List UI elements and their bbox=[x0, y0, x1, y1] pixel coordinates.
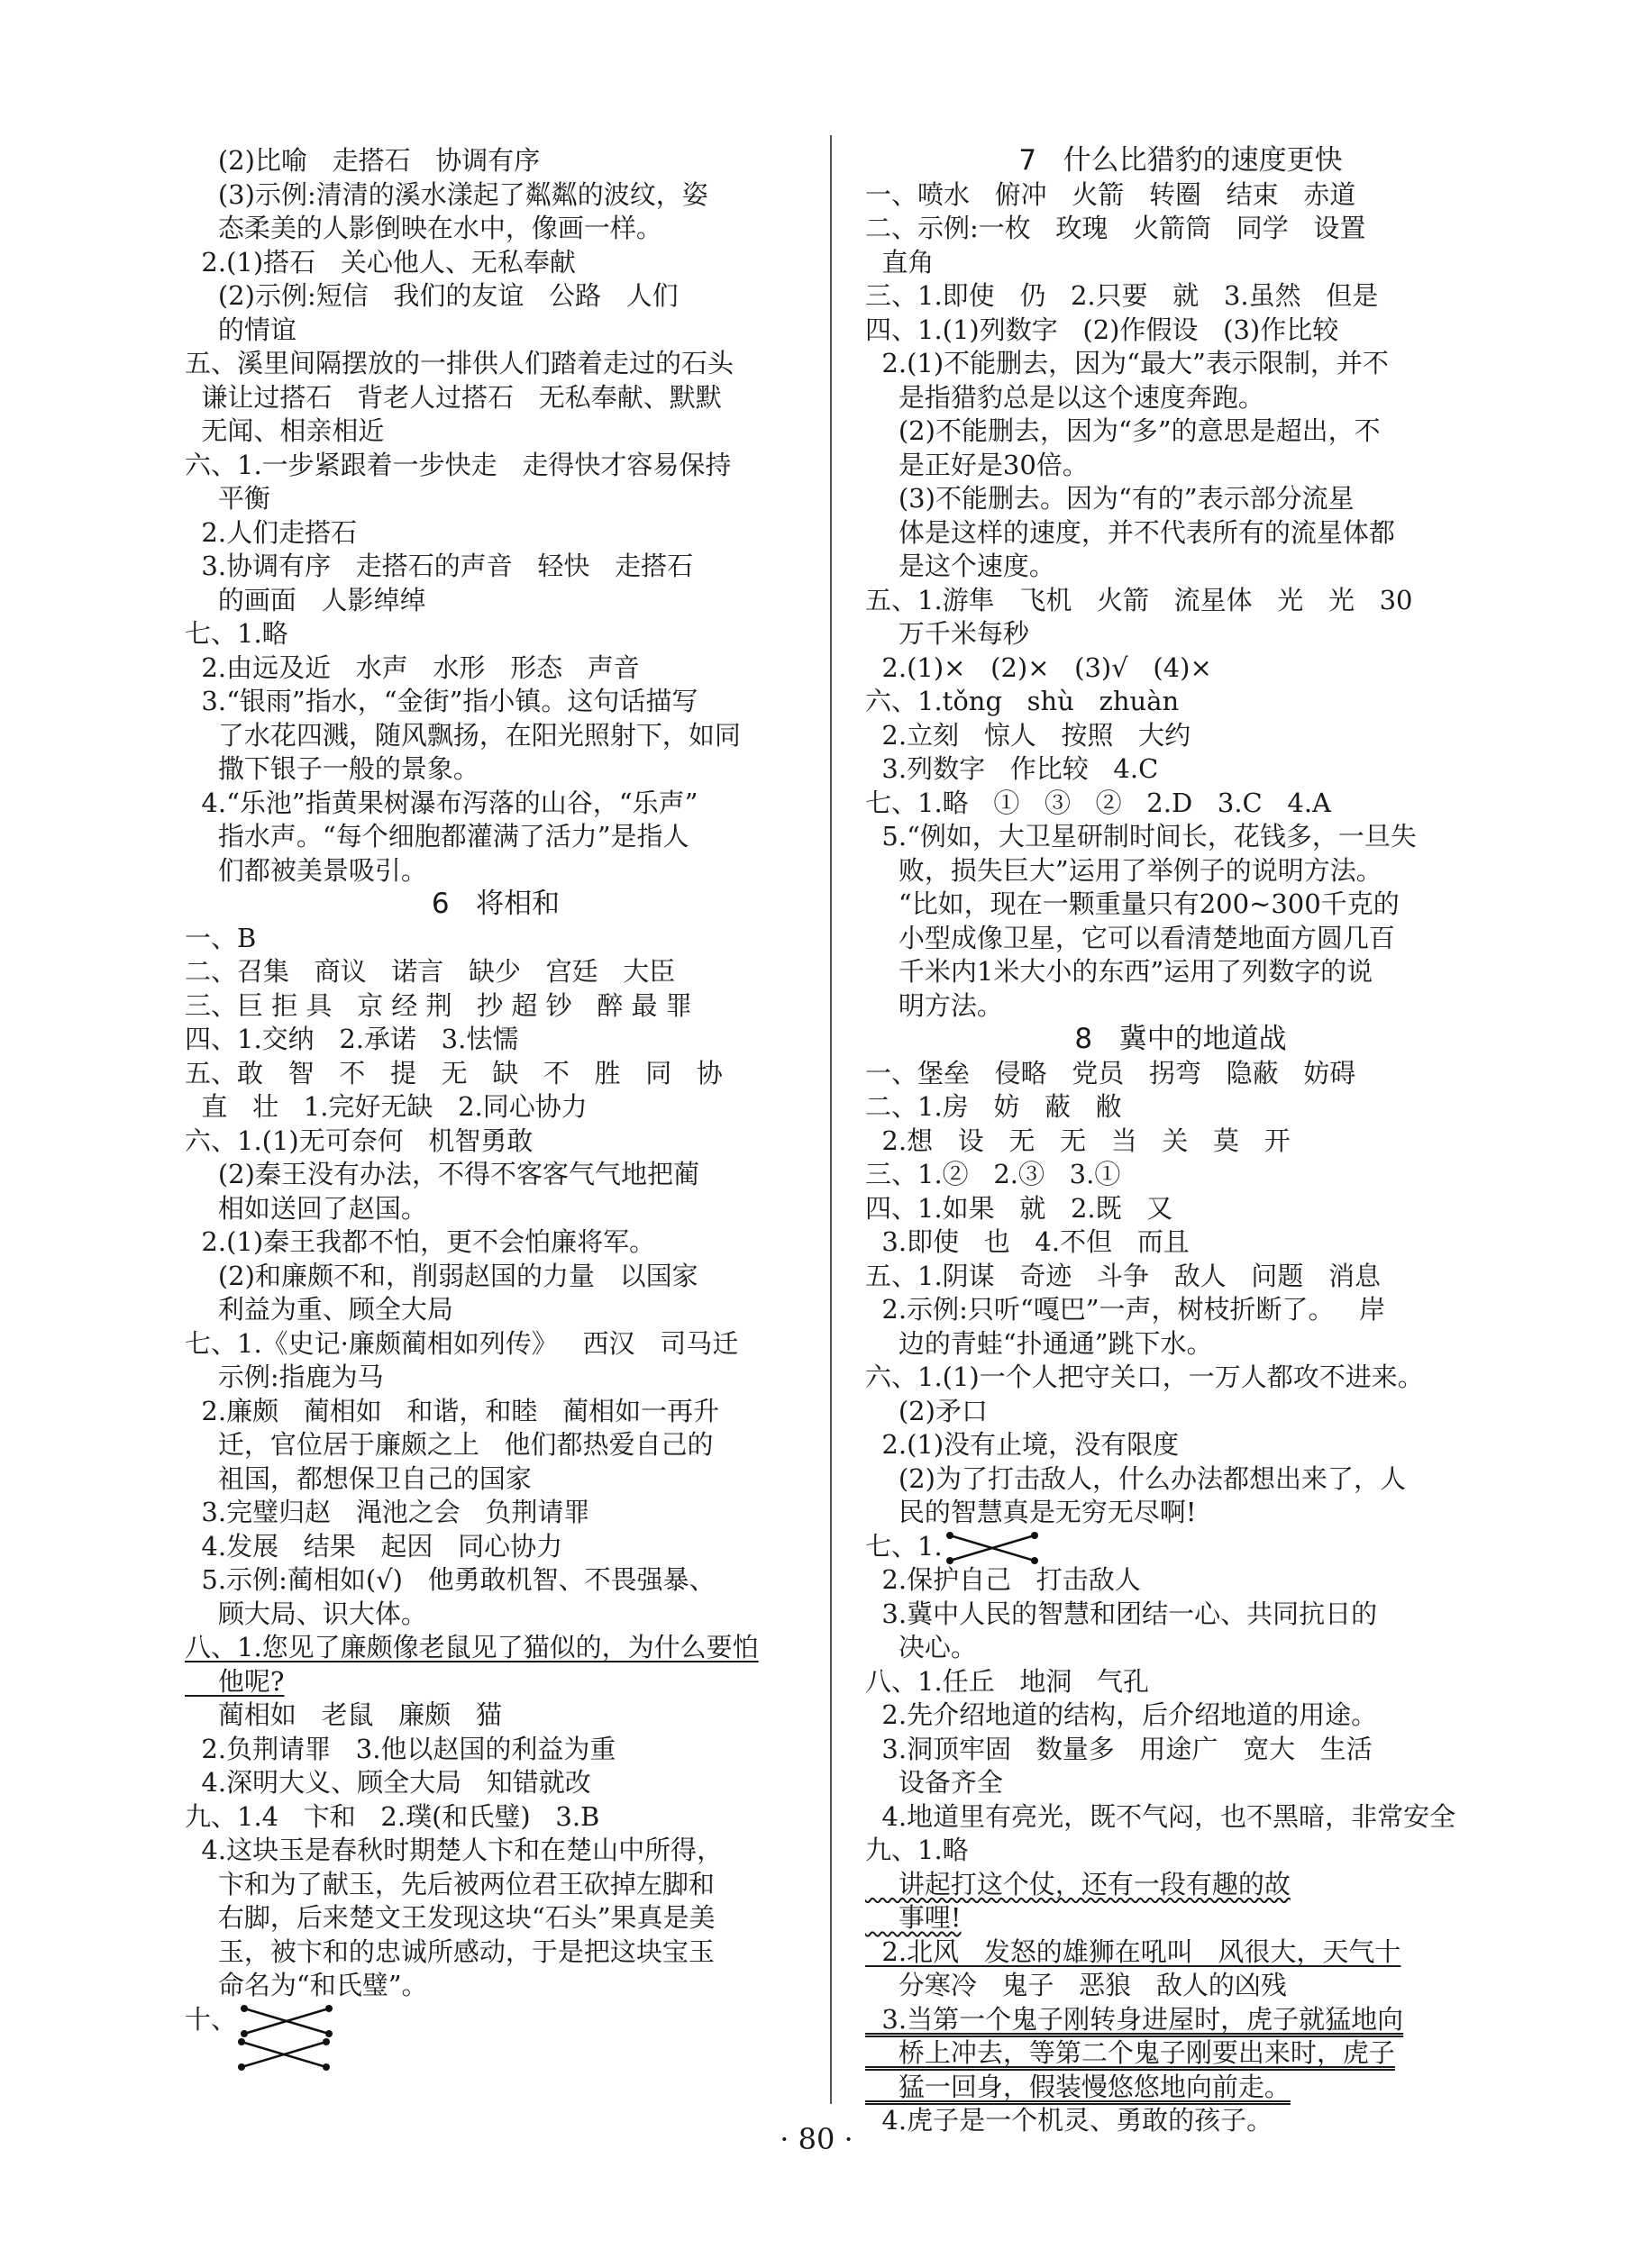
line-text: 指水声。“每个细胞都灌满了活力”是指人 bbox=[185, 821, 689, 852]
line-text: 二、1.房 妨 蔽 敝 bbox=[865, 1091, 1122, 1122]
left-line-3 bbox=[185, 246, 807, 280]
right-line-4 bbox=[865, 279, 1496, 314]
right-line-41 bbox=[865, 1530, 1496, 1564]
line-text: 二、召集 商议 诺言 缺少 宫廷 大臣 bbox=[185, 956, 676, 987]
right-line-36 bbox=[865, 1361, 1496, 1395]
line-text: 边的青蛙“扑通通”跳下水。 bbox=[865, 1327, 1213, 1359]
line-text: (2)比喻 走搭石 协调有序 bbox=[185, 145, 541, 176]
line-text: 2.想 设 无 无 当 关 莫 开 bbox=[865, 1125, 1291, 1156]
right-line-43 bbox=[865, 1598, 1496, 1632]
line-text: 4.虎子是一个机灵、勇敢的孩子。 bbox=[865, 2105, 1273, 2136]
left-line-12 bbox=[185, 550, 807, 584]
line-text: 撒下银子一般的景象。 bbox=[185, 753, 479, 784]
left-line-0 bbox=[185, 144, 807, 178]
line-text: 态柔美的人影倒映在水中，像画一样。 bbox=[185, 213, 662, 243]
line-text: 蔺相如 老鼠 廉颇 猫 bbox=[185, 1699, 502, 1730]
line-text: 六、1.一步紧跟着一步快走 走得快才容易保持 bbox=[185, 449, 732, 480]
right-line-9 bbox=[865, 449, 1496, 483]
left-line-51 bbox=[185, 1868, 807, 1902]
right-line-6 bbox=[865, 347, 1496, 381]
line-text: 七、1.略 ① ③ ② 2.D 3.C 4.A bbox=[865, 787, 1331, 818]
left-line-42 bbox=[185, 1563, 807, 1598]
right-line-3 bbox=[865, 246, 1496, 280]
line-text: 示例:指鹿为马 bbox=[185, 1362, 384, 1392]
right-line-54 bbox=[865, 1969, 1496, 2003]
line-text: 他呢? bbox=[185, 1665, 285, 1697]
line-text: 八、1.任丘 地洞 气孔 bbox=[865, 1665, 1149, 1697]
line-text: 2.示例:只听“嘎巴”一声，树枝折断了。 岸 bbox=[865, 1294, 1386, 1325]
left-line-13 bbox=[185, 584, 807, 618]
left-line-34 bbox=[185, 1293, 807, 1327]
left-line-1 bbox=[185, 178, 807, 213]
left-line-19 bbox=[185, 787, 807, 821]
left-column bbox=[185, 144, 807, 2090]
line-text: (2)示例:短信 我们的友谊 公路 人们 bbox=[185, 280, 679, 311]
line-text: 4.这块玉是春秋时期楚人卞和在楚山中所得， bbox=[185, 1835, 724, 1865]
line-text: (3)示例:清清的溪水漾起了粼粼的波纹，姿 bbox=[185, 178, 708, 210]
right-line-35 bbox=[865, 1327, 1496, 1362]
right-line-24 bbox=[865, 955, 1496, 989]
left-line-6 bbox=[185, 347, 807, 381]
line-text: 7 什么比猎豹的速度更快 bbox=[1018, 144, 1343, 177]
line-text: 2.北风 发怒的雄狮在吼叫 风很大，天气十 bbox=[865, 1936, 1401, 1967]
line-text: (2)和廉颇不和，削弱赵国的力量 以国家 bbox=[185, 1260, 698, 1291]
matching-cross-icon bbox=[234, 2036, 333, 2072]
section-title bbox=[865, 1023, 1496, 1057]
line-text: 玉，被卞和的忠诚所感动，于是把这块宝玉 bbox=[185, 1936, 715, 1967]
line-text: 是这个速度。 bbox=[865, 551, 1055, 581]
line-text: 七、1.《史记·廉颇蔺相如列传》 西汉 司马迁 bbox=[185, 1327, 739, 1359]
line-text: 七、1.略 bbox=[185, 618, 288, 649]
left-line-48 bbox=[185, 1766, 807, 1800]
right-line-12 bbox=[865, 550, 1496, 584]
line-text: 迁，官位居于廉颇之上 他们都热爱自己的 bbox=[185, 1429, 714, 1460]
left-line-23 bbox=[185, 922, 807, 956]
left-line-37 bbox=[185, 1395, 807, 1429]
line-text: 6 将相和 bbox=[431, 888, 561, 920]
left-line-8 bbox=[185, 414, 807, 449]
left-line-17 bbox=[185, 719, 807, 753]
left-line-41 bbox=[185, 1530, 807, 1564]
left-line-47 bbox=[185, 1733, 807, 1767]
left-line-25 bbox=[185, 989, 807, 1024]
line-text: 3.当第一个鬼子刚转身进屋时，虎子就猛地向 bbox=[865, 2003, 1404, 2035]
left-line-43 bbox=[185, 1598, 807, 1632]
left-line-21 bbox=[185, 854, 807, 888]
line-text: 直角 bbox=[865, 246, 935, 278]
left-line-2 bbox=[185, 212, 807, 246]
right-line-53 bbox=[865, 1936, 1496, 1970]
line-text: 三、巨 拒 具 京 经 荆 抄 超 钞 醉 最 罪 bbox=[185, 989, 692, 1021]
line-text: 六、1.(1)一个人把守关口，一万人都攻不进来。 bbox=[865, 1362, 1424, 1392]
line-text: 一、B bbox=[185, 922, 257, 953]
line-text: 谦让过搭石 背老人过搭石 无私奉献、默默 bbox=[185, 381, 722, 413]
line-text: 一、喷水 俯冲 火箭 转圈 结束 赤道 bbox=[865, 178, 1356, 210]
matching-cross-icon bbox=[237, 2003, 336, 2039]
line-text: 2.(1)× (2)× (3)√ (4)× bbox=[865, 651, 1212, 683]
right-line-10 bbox=[865, 482, 1496, 516]
line-text: 讲起打这个仗，还有一段有趣的故 bbox=[865, 1868, 1291, 1899]
line-text: 相如送回了赵国。 bbox=[185, 1192, 427, 1224]
left-line-33 bbox=[185, 1260, 807, 1294]
right-line-39 bbox=[865, 1462, 1496, 1497]
right-column bbox=[865, 144, 1496, 2138]
line-text: 直 壮 1.完好无缺 2.同心协力 bbox=[185, 1091, 588, 1122]
line-text: 二、示例:一枚 玫瑰 火箭筒 同学 设置 bbox=[865, 213, 1366, 243]
right-line-34 bbox=[865, 1293, 1496, 1327]
line-text: 3.“银雨”指水，“金街”指小镇。这句话描写 bbox=[185, 686, 698, 716]
line-text: 2.人们走搭石 bbox=[185, 516, 358, 548]
right-line-31 bbox=[865, 1192, 1496, 1226]
line-text: 4.地道里有亮光，既不气闷，也不黑暗，非常安全 bbox=[865, 1800, 1456, 1832]
line-text: 六、1.tǒng shù zhuàn bbox=[865, 686, 1180, 716]
line-text: 是正好是30倍。 bbox=[865, 449, 1089, 480]
left-line-5 bbox=[185, 314, 807, 348]
line-text: 5.“例如，大卫星研制时间长，花钱多，一旦失 bbox=[865, 821, 1417, 852]
line-text: 决心。 bbox=[865, 1632, 977, 1662]
line-text: 4.发展 结果 起因 同心协力 bbox=[185, 1530, 563, 1562]
left-line-29 bbox=[185, 1125, 807, 1159]
line-text: 5.示例:蔺相如(√) 他勇敢机智、不畏强暴、 bbox=[185, 1564, 716, 1595]
right-line-17 bbox=[865, 719, 1496, 753]
line-text: 命名为“和氏璧”。 bbox=[185, 1970, 428, 2000]
right-line-33 bbox=[865, 1260, 1496, 1294]
line-text: 猛一回身，假装慢悠悠地向前走。 bbox=[865, 2071, 1291, 2102]
line-text: 2.由远及近 水声 水形 形态 声音 bbox=[185, 651, 640, 683]
line-text: 3.协调有序 走搭石的声音 轻快 走搭石 bbox=[185, 551, 694, 581]
line-text: 无闻、相亲相近 bbox=[185, 415, 385, 446]
right-line-21 bbox=[865, 854, 1496, 888]
line-text: 设备齐全 bbox=[865, 1767, 1003, 1798]
right-line-22 bbox=[865, 888, 1496, 922]
right-line-44 bbox=[865, 1631, 1496, 1665]
page-number: · 80 · bbox=[780, 2122, 853, 2156]
left-line-54 bbox=[185, 1969, 807, 2003]
line-text: (2)不能删去，因为“多”的意思是超出，不 bbox=[865, 415, 1381, 446]
line-text: 六、1.(1)无可奈何 机智勇敢 bbox=[185, 1125, 534, 1156]
left-line-15 bbox=[185, 651, 807, 686]
line-text: 是指猎豹总是以这个速度奔跑。 bbox=[865, 381, 1264, 413]
right-line-16 bbox=[865, 685, 1496, 719]
left-line-18 bbox=[185, 752, 807, 787]
line-text: 五、溪里间隔摆放的一排供人们踏着走过的石头 bbox=[185, 348, 734, 378]
right-line-30 bbox=[865, 1158, 1496, 1192]
line-text: 3.冀中人民的智慧和团结一心、共同抗日的 bbox=[865, 1598, 1378, 1629]
line-text: 2.保护自己 打击敌人 bbox=[865, 1564, 1141, 1595]
line-text: 七、1. bbox=[865, 1530, 943, 1562]
left-line-24 bbox=[185, 955, 807, 989]
left-line-10 bbox=[185, 482, 807, 516]
line-text: (3)不能删去。因为“有的”表示部分流星 bbox=[865, 483, 1355, 514]
right-line-49 bbox=[865, 1800, 1496, 1835]
left-line-4 bbox=[185, 279, 807, 314]
left-line-44 bbox=[185, 1631, 807, 1665]
right-line-14 bbox=[865, 617, 1496, 651]
line-text: 三、1.即使 仍 2.只要 就 3.虽然 但是 bbox=[865, 280, 1379, 311]
line-text: 顾大局、识大体。 bbox=[185, 1598, 427, 1629]
line-text: 祖国，都想保卫自己的国家 bbox=[185, 1462, 532, 1494]
line-text: 分寒冷 鬼子 恶狼 敌人的凶残 bbox=[865, 1970, 1287, 2000]
left-line-7 bbox=[185, 381, 807, 415]
line-text: 2.(1)搭石 关心他人、无私奉献 bbox=[185, 246, 576, 278]
line-text: 败，损失巨大”运用了举例子的说明方法。 bbox=[865, 854, 1382, 886]
line-text: 五、1.阴谋 奇迹 斗争 敌人 问题 消息 bbox=[865, 1260, 1381, 1291]
left-line-38 bbox=[185, 1428, 807, 1462]
left-line-28 bbox=[185, 1090, 807, 1125]
left-line-27 bbox=[185, 1057, 807, 1091]
right-line-38 bbox=[865, 1428, 1496, 1462]
line-text: 桥上冲去，等第二个鬼子刚要出来时，虎子 bbox=[865, 2037, 1395, 2068]
left-line-16 bbox=[185, 685, 807, 719]
right-line-50 bbox=[865, 1834, 1496, 1868]
left-line-52 bbox=[185, 1901, 807, 1936]
line-text: 八、1.您见了廉颇像老鼠见了猫似的，为什么要怕 bbox=[185, 1632, 759, 1662]
right-line-8 bbox=[865, 414, 1496, 449]
line-text: 利益为重、顾全大局 bbox=[185, 1294, 453, 1325]
line-text: 2.廉颇 蔺相如 和谐，和睦 蔺相如一再升 bbox=[185, 1395, 720, 1426]
line-text: 三、1.② 2.③ 3.① bbox=[865, 1159, 1121, 1189]
line-text: 卞和为了献玉，先后被两位君王砍掉左脚和 bbox=[185, 1868, 715, 1899]
left-line-36 bbox=[185, 1361, 807, 1395]
right-line-40 bbox=[865, 1496, 1496, 1530]
line-text: 的画面 人影绰绰 bbox=[185, 584, 426, 615]
left-line-30 bbox=[185, 1158, 807, 1192]
right-line-18 bbox=[865, 752, 1496, 787]
line-text: 十、 bbox=[185, 2003, 238, 2035]
line-text: 体是这样的速度，并不代表所有的流星体都 bbox=[865, 516, 1395, 548]
left-line-14 bbox=[185, 617, 807, 651]
right-line-57 bbox=[865, 2071, 1496, 2105]
right-line-42 bbox=[865, 1563, 1496, 1598]
right-line-25 bbox=[865, 989, 1496, 1024]
line-text: 小型成像卫星，它可以看清楚地面方圆几百 bbox=[865, 922, 1395, 953]
line-text: 3.列数字 作比较 4.C bbox=[865, 753, 1159, 784]
left-line-31 bbox=[185, 1192, 807, 1226]
left-line-32 bbox=[185, 1225, 807, 1260]
right-line-27 bbox=[865, 1057, 1496, 1091]
line-text: 2.负荆请罪 3.他以赵国的利益为重 bbox=[185, 1733, 616, 1764]
right-line-32 bbox=[865, 1225, 1496, 1260]
right-line-19 bbox=[865, 787, 1496, 821]
right-line-52 bbox=[865, 1901, 1496, 1936]
right-line-55 bbox=[865, 2003, 1496, 2037]
line-text: 四、1.交纳 2.承诺 3.怯懦 bbox=[185, 1024, 519, 1054]
line-text: 4.“乐池”指黄果树瀑布泻落的山谷，“乐声” bbox=[185, 787, 698, 818]
line-text: 九、1.4 卞和 2.璞(和氏璧) 3.B bbox=[185, 1800, 600, 1832]
line-text: 千米内1米大小的东西”运用了列数字的说 bbox=[865, 956, 1373, 987]
right-line-2 bbox=[865, 212, 1496, 246]
right-line-46 bbox=[865, 1699, 1496, 1733]
right-line-45 bbox=[865, 1665, 1496, 1699]
line-text: 平衡 bbox=[185, 483, 270, 514]
line-text: 四、1.如果 就 2.既 又 bbox=[865, 1192, 1173, 1224]
line-text: 3.完璧归赵 渑池之会 负荆请罪 bbox=[185, 1497, 590, 1527]
left-line-20 bbox=[185, 820, 807, 854]
line-text: 万千米每秒 bbox=[865, 618, 1029, 649]
matching-diagram bbox=[185, 2036, 807, 2090]
left-line-55 bbox=[185, 2003, 807, 2037]
left-line-11 bbox=[185, 516, 807, 551]
line-text: 了水花四溅，随风飘扬，在阳光照射下，如同 bbox=[185, 719, 741, 751]
section-title bbox=[185, 888, 807, 922]
line-text: 3.即使 也 4.不但 而且 bbox=[865, 1226, 1190, 1257]
line-text: 的情谊 bbox=[185, 314, 296, 345]
right-line-56 bbox=[865, 2036, 1496, 2071]
left-line-39 bbox=[185, 1462, 807, 1497]
line-text: 2.先介绍地道的结构，后介绍地道的用途。 bbox=[865, 1699, 1378, 1730]
line-text: (2)秦王没有办法，不得不客客气气地把蔺 bbox=[185, 1159, 699, 1189]
line-text: 五、敢 智 不 提 无 缺 不 胜 同 协 bbox=[185, 1057, 723, 1088]
left-line-45 bbox=[185, 1665, 807, 1699]
line-text: 们都被美景吸引。 bbox=[185, 854, 427, 886]
line-text: 民的智慧真是无穷无尽啊! bbox=[865, 1497, 1197, 1527]
left-line-53 bbox=[185, 1936, 807, 1970]
line-text: 九、1.略 bbox=[865, 1835, 969, 1865]
right-line-48 bbox=[865, 1766, 1496, 1800]
left-line-49 bbox=[185, 1800, 807, 1835]
right-line-51 bbox=[865, 1868, 1496, 1902]
line-text: 一、堡垒 侵略 党员 拐弯 隐蔽 妨碍 bbox=[865, 1057, 1356, 1088]
line-text: 2.(1)没有止境，没有限度 bbox=[865, 1429, 1180, 1460]
left-line-26 bbox=[185, 1023, 807, 1057]
section-title bbox=[865, 144, 1496, 178]
line-text: (2)为了打击敌人，什么办法都想出来了，人 bbox=[865, 1462, 1406, 1494]
right-line-37 bbox=[865, 1395, 1496, 1429]
column-divider bbox=[830, 135, 832, 2104]
line-text: 四、1.(1)列数字 (2)作假设 (3)作比较 bbox=[865, 314, 1339, 345]
right-line-20 bbox=[865, 820, 1496, 854]
right-line-15 bbox=[865, 651, 1496, 686]
left-line-50 bbox=[185, 1834, 807, 1868]
right-line-11 bbox=[865, 516, 1496, 551]
right-line-23 bbox=[865, 922, 1496, 956]
right-line-5 bbox=[865, 314, 1496, 348]
right-line-1 bbox=[865, 178, 1496, 213]
line-text: 右脚，后来楚文王发现这块“石头”果真是美 bbox=[185, 1902, 716, 1933]
right-line-29 bbox=[865, 1125, 1496, 1159]
line-text: 2.立刻 惊人 按照 大约 bbox=[865, 719, 1191, 751]
right-line-13 bbox=[865, 584, 1496, 618]
line-text: (2)矛口 bbox=[865, 1395, 988, 1426]
left-line-46 bbox=[185, 1699, 807, 1733]
left-line-35 bbox=[185, 1327, 807, 1362]
left-line-40 bbox=[185, 1496, 807, 1530]
line-text: 8 冀中的地道战 bbox=[1074, 1023, 1287, 1055]
left-line-9 bbox=[185, 449, 807, 483]
line-text: 3.洞顶牢固 数量多 用途广 宽大 生活 bbox=[865, 1733, 1373, 1764]
line-text: 2.(1)秦王我都不怕，更不会怕廉将军。 bbox=[185, 1226, 656, 1257]
line-text: 2.(1)不能删去，因为“最大”表示限制，并不 bbox=[865, 348, 1389, 378]
right-line-47 bbox=[865, 1733, 1496, 1767]
matching-cross-icon bbox=[943, 1530, 1042, 1566]
right-line-28 bbox=[865, 1090, 1496, 1125]
line-text: 五、1.游隼 飞机 火箭 流星体 光 光 30 bbox=[865, 584, 1413, 615]
right-line-7 bbox=[865, 381, 1496, 415]
line-text: 4.深明大义、顾全大局 知错就改 bbox=[185, 1767, 591, 1798]
line-text: 事哩! bbox=[865, 1902, 962, 1933]
line-text: 明方法。 bbox=[865, 989, 1003, 1021]
line-text: “比如，现在一颗重量只有200~300千克的 bbox=[865, 888, 1400, 919]
